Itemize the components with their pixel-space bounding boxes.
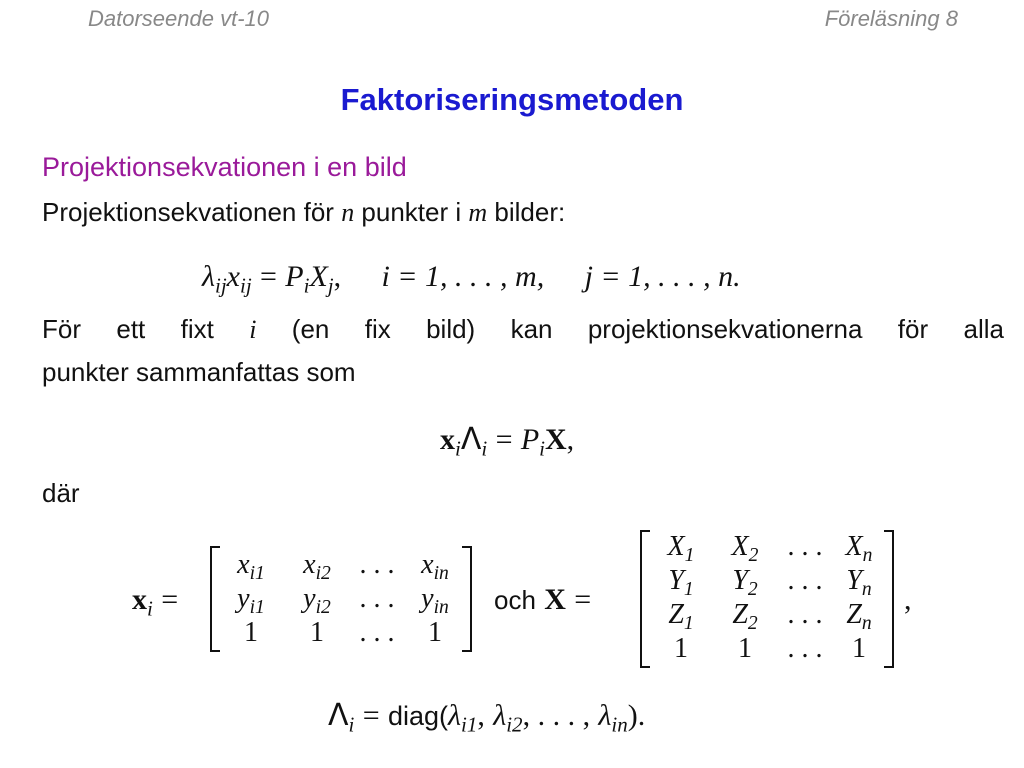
matrix-cell: . . .: [359, 617, 395, 648]
matrix-cell: $y_{in}$: [421, 583, 449, 618]
equals-sign: =: [495, 423, 513, 456]
och-X-label: [494, 583, 591, 617]
para-line-2: punkter sammanfattas som: [42, 357, 356, 387]
matrix-cell: $y_{i2}$: [303, 583, 331, 618]
lambda-symbol: λ: [202, 260, 215, 293]
bold-X-symbol: X: [545, 423, 567, 456]
dar-label: där: [42, 478, 80, 508]
lambda-1: λ: [448, 699, 462, 732]
bold-x-symbol: x: [132, 583, 147, 616]
para-line-1: [42, 314, 1004, 345]
i-range: i = 1, . . . , m,: [381, 260, 545, 293]
var-n: n: [341, 198, 355, 227]
matrix-cell: $Y_2$: [732, 565, 758, 600]
var-i: i: [249, 315, 257, 344]
x-subscript: ij: [240, 273, 252, 298]
matrix-cell: 1: [310, 617, 324, 648]
matrix-cell: 1: [738, 633, 752, 664]
X-subscript: j: [327, 273, 334, 298]
equals-sign: =: [574, 583, 592, 616]
matrix-cell: $Y_1$: [668, 565, 694, 600]
matrix-cell: . . .: [787, 531, 823, 562]
P-subscript: i: [303, 273, 310, 298]
lambda-1-subscript: i1: [461, 712, 478, 737]
xi-label: [132, 583, 179, 621]
matrix-cell: . . .: [787, 633, 823, 664]
diag-operator: diag(: [387, 701, 449, 731]
matrix-cell: . . .: [787, 565, 823, 596]
lambda-n-subscript: in: [611, 712, 628, 737]
matrix-cell: $y_{i1}$: [237, 583, 265, 618]
matrix-cell: 1: [852, 633, 866, 664]
lambda-n: λ: [598, 699, 612, 732]
Lambda-symbol: Λ: [460, 422, 482, 457]
matrix-cell: 1: [674, 633, 688, 664]
bold-X-symbol: X: [544, 583, 566, 616]
matrix-cell: $Z_2$: [732, 599, 758, 634]
trailing-comma: ,: [566, 423, 575, 456]
summary-equation: [440, 422, 575, 461]
lambda-diag-equation: $\Lambda_i$ = $diag(\lambda_{i1}$, $\lambda_{i2}$, . . . , $\lambda_{in}$).: [328, 698, 646, 737]
X-symbol: X: [309, 260, 328, 293]
matrix-cell: $x_{i2}$: [303, 549, 331, 584]
x-subscript: i: [147, 596, 153, 621]
matrix-cell: $Z_n$: [846, 599, 872, 634]
Lambda-symbol: Λ: [328, 698, 349, 733]
lambda-2: λ: [493, 699, 507, 732]
lambda-2-subscript: i2: [506, 712, 523, 737]
P-symbol: P: [520, 423, 540, 456]
matrix-cell: $Z_1$: [668, 599, 694, 634]
j-range: j = 1, . . . , n.: [584, 260, 741, 293]
intro-sentence: [42, 197, 565, 228]
matrix-x: [210, 546, 472, 652]
intro-text-a: Projektionsekvationen för: [42, 197, 334, 227]
matrix-cell: $x_{in}$: [421, 549, 449, 584]
para-text-b: (en fix bild) kan projektionsekvationerna för alla: [291, 314, 1004, 344]
slide-title: Faktoriseringsmetoden: [340, 82, 684, 117]
intro-text-c: bilder:: [494, 197, 566, 227]
Lambda-subscript: i: [348, 712, 355, 737]
matrix-X: [640, 530, 894, 668]
equals-sign: =: [260, 260, 277, 293]
P-symbol: P: [285, 260, 304, 293]
x-subscript: i: [455, 436, 461, 461]
och-text: och: [494, 585, 536, 615]
matrix-cell: . . .: [359, 549, 395, 580]
lambda-subscript: ij: [215, 273, 227, 298]
matrix-cell: $X_n$: [845, 531, 873, 566]
matrix-cell: 1: [244, 617, 258, 648]
matrix-cell: . . .: [359, 583, 395, 614]
para-text-a: För ett fixt: [42, 314, 214, 344]
P-subscript: i: [539, 436, 545, 461]
matrix-cell: 1: [428, 617, 442, 648]
matrix-cell: . . .: [787, 599, 823, 630]
equals-sign: =: [362, 699, 380, 732]
Lambda-subscript: i: [481, 436, 488, 461]
projection-equation: [202, 260, 741, 298]
x-symbol: x: [226, 260, 240, 293]
intro-text-b: punkter i: [361, 197, 462, 227]
separator-comma: ,: [333, 260, 342, 293]
bold-x-symbol: x: [440, 423, 455, 456]
lecture-number: Föreläsning 8: [824, 6, 958, 31]
course-name: Datorseende vt-10: [88, 6, 269, 31]
ellipsis: , . . . ,: [522, 699, 591, 732]
matrix-trailing-comma: ,: [904, 583, 912, 616]
matrix-cell: $X_2$: [731, 531, 759, 566]
matrix-cell: $x_{i1}$: [237, 549, 265, 584]
equals-sign: =: [161, 583, 179, 616]
matrix-cell: $X_1$: [667, 531, 695, 566]
var-m: m: [468, 198, 488, 227]
closing-paren: ).: [627, 699, 646, 732]
subheading: Projektionsekvationen i en bild: [42, 152, 407, 182]
matrix-cell: $Y_n$: [846, 565, 872, 600]
